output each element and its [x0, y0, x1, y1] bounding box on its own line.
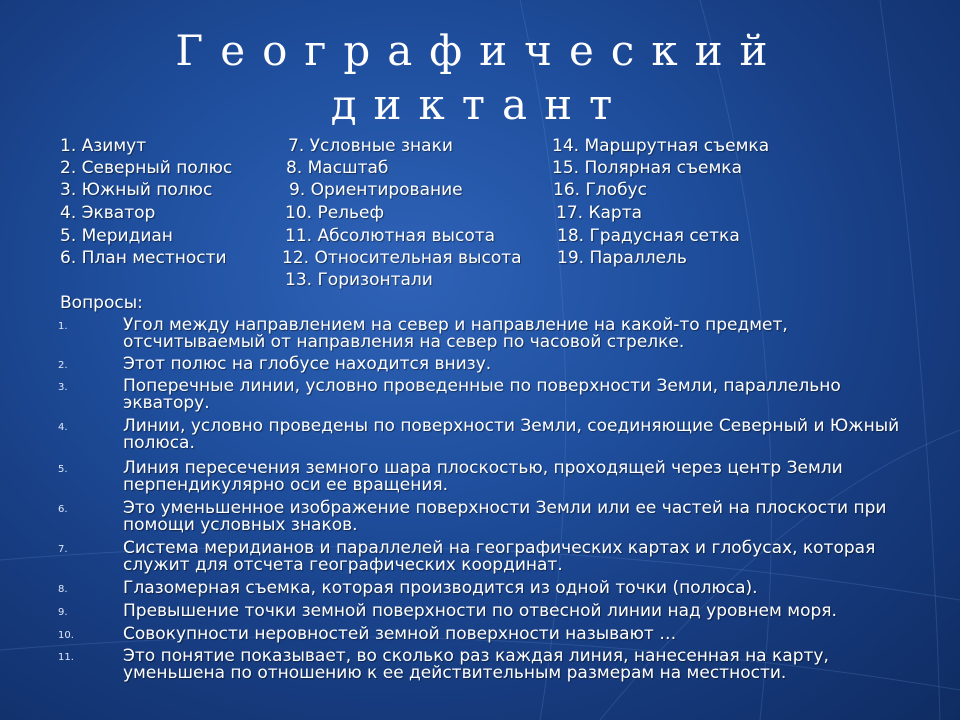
- question-text: Угол между направлением на север и направление на какой-то предмет, отсчитываемый от направления на север по часовой стрелке.: [123, 315, 788, 352]
- question-text: Превышение точки земной поверхности по отвесной линии над уровнем моря.: [123, 601, 837, 621]
- question-text: Линия пересечения земного шара плоскостью, проходящей через центр Земли перпендикулярно оси ее вращения.: [123, 458, 843, 495]
- term-item: 13. Горизонтали: [285, 270, 433, 290]
- term-item: 4. Экватор: [60, 203, 156, 223]
- question-text: Это понятие показывает, во сколько раз каждая линия, нанесенная на карту, уменьшена по отношению к ее действительным размерам на местности.: [123, 646, 829, 683]
- question-number: 5.: [58, 464, 68, 475]
- term-item: 18. Градусная сетка: [557, 226, 740, 246]
- question-number: 8.: [58, 584, 68, 595]
- term-item: 14. Маршрутная съемка: [552, 136, 770, 156]
- question-text: Поперечные линии, условно проведенные по поверхности Земли, параллельно экватору.: [123, 376, 841, 413]
- term-item: 8. Масштаб: [286, 158, 389, 178]
- question-text: Линии, условно проведены по поверхности Земли, соединяющие Северный и Южный полюса.: [123, 416, 900, 453]
- question-text: Этот полюс на глобусе находится внизу.: [123, 354, 492, 374]
- term-item: 15. Полярная съемка: [552, 158, 742, 178]
- term-item: 5. Меридиан: [60, 226, 173, 246]
- question-text: Глазомерная съемка, которая производится из одной точки (полюса).: [123, 578, 758, 598]
- term-item: 3. Южный полюс: [60, 180, 213, 200]
- term-item: 17. Карта: [556, 203, 643, 223]
- question-number: 2.: [58, 360, 68, 371]
- term-item: 9. Ориентирование: [289, 180, 463, 200]
- question-number: 11.: [58, 652, 74, 663]
- term-item: 7. Условные знаки: [288, 136, 453, 156]
- question-number: 1.: [58, 321, 68, 332]
- term-item: 19. Параллель: [557, 248, 687, 268]
- title-line-1: Географический: [175, 26, 785, 75]
- question-text: Это уменьшенное изображение поверхности Земли или ее частей на плоскости при помощи условных знаков.: [123, 498, 887, 535]
- title-line-2: диктант: [330, 80, 630, 129]
- term-item: 1. Азимут: [60, 136, 147, 156]
- term-item: 6. План местности: [60, 248, 227, 268]
- question-number: 7.: [58, 544, 68, 555]
- question-text: Система меридианов и параллелей на географических картах и глобусах, которая служит для отсчета географических координат.: [123, 538, 876, 575]
- question-text: Совокупности неровностей земной поверхности называют …: [123, 624, 677, 644]
- term-item: 2. Северный полюс: [60, 158, 233, 178]
- term-item: 11. Абсолютная высота: [285, 226, 496, 246]
- question-number: 3.: [58, 382, 68, 393]
- term-item: 16. Глобус: [553, 180, 647, 200]
- question-number: 6.: [58, 504, 68, 515]
- question-number: 9.: [58, 607, 68, 618]
- question-number: 10.: [58, 630, 74, 641]
- questions-label: Вопросы:: [60, 293, 143, 313]
- term-item: 12. Относительная высота: [282, 248, 522, 268]
- term-item: 10. Рельеф: [285, 203, 385, 223]
- question-number: 4.: [58, 422, 68, 433]
